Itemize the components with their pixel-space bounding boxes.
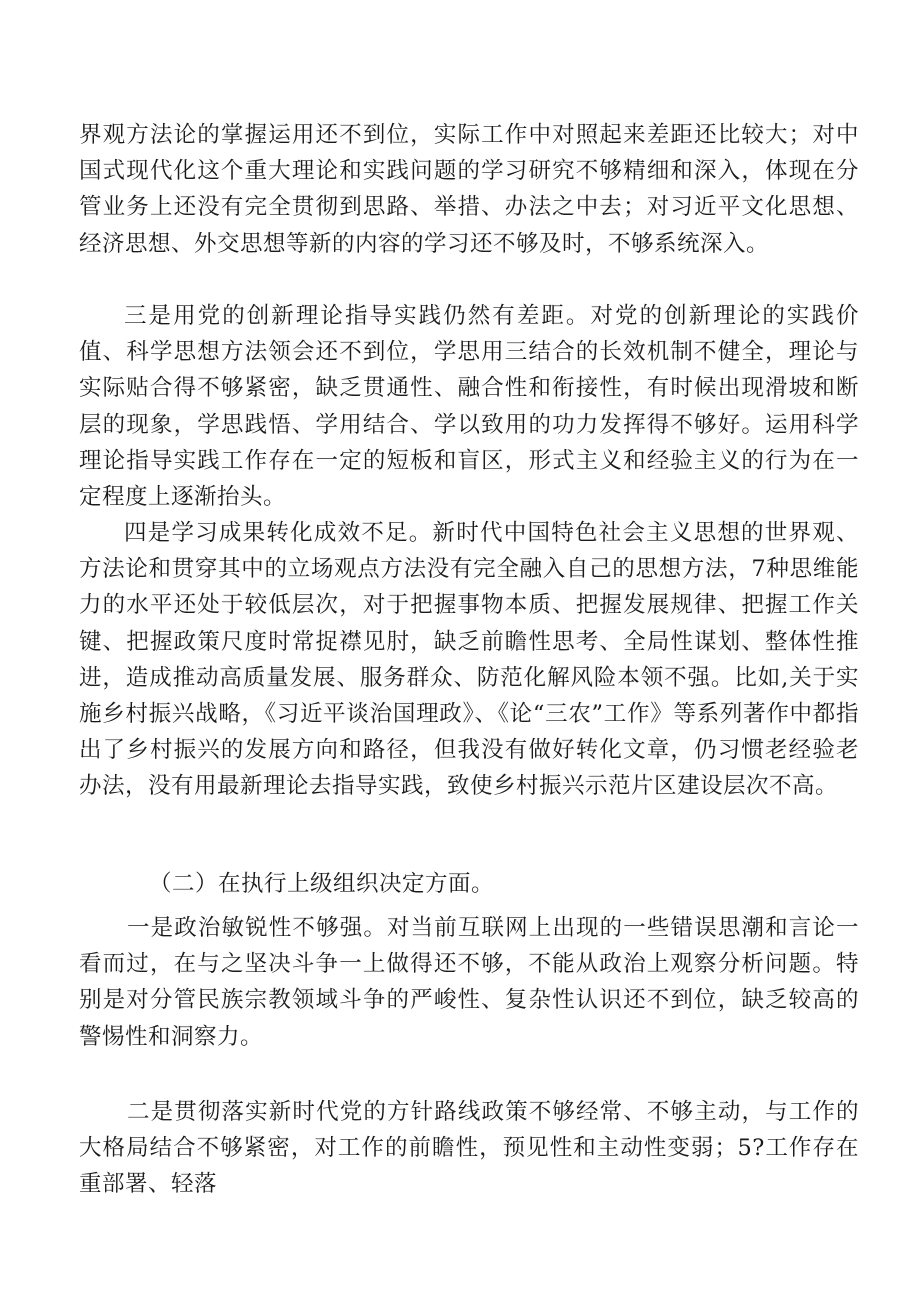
section-heading: （二）在执行上级组织决定方面。: [149, 871, 495, 897]
paragraph-point-three: 三是用党的创新理论指导实践仍然有差距。对党的创新理论的实践价值、科学思想方法领会还不到位，学思用三结合的长效机制不健全，理论与实际贴合得不够紧密，缺乏贯通性、融合性和衔接性，有时候出现滑坡和断层的现象，学思践悟、学用结合、学以致用的功力发挥得不够好。运用科学理论指导实践工作存在一定的短板和盲区，形式主义和经验主义的行为在一定程度上逐渐抬头。: [79, 303, 859, 511]
paragraph-political-sensitivity: 一是政治敏锐性不够强。对当前互联网上出现的一些错误思潮和言论一看而过，在与之坚决斗争一上做得还不够，不能从政治上观察分析问题。特别是对分管民族宗教领域斗争的严峻性、复杂性认识还不到位，缺乏较高的警惕性和洞察力。: [79, 915, 859, 1050]
paragraph-continuation: 界观方法论的掌握运用还不到位，实际工作中对照起来差距还比较大；对中国式现代化这个重大理论和实践问题的学习研究不够精细和深入，体现在分管业务上还没有完全贯彻到思路、举措、办法之中去；对习近平文化思想、经济思想、外交思想等新的内容的学习还不够及时，不够系统深入。: [79, 122, 859, 257]
paragraph-implementation: 二是贯彻落实新时代党的方针路线政策不够经常、不够主动，与工作的大格局结合不够紧密，对工作的前瞻性，预见性和主动性变弱；5?工作存在重部署、轻落: [79, 1099, 859, 1198]
paragraph-point-four: 四是学习成果转化成效不足。新时代中国特色社会主义思想的世界观、方法论和贯穿其中的立场观点方法没有完全融入自己的思想方法，7种思维能力的水平还处于较低层次，对于把握事物本质、把握发展规律、把握工作关键、把握政策尺度时常捉襟见肘，缺乏前瞻性思考、全局性谋划、整体性推进，造成推动高质量发展、服务群众、防范化解风险本领不强。比如,关于实施乡村振兴战略，《习近平谈治国理政》、《论“三农”工作》等系列著作中都指出了乡村振兴的发展方向和路径，但我没有做好转化文章，仍习惯老经验老办法，没有用最新理论去指导实践，致使乡村振兴示范片区建设层次不高。: [79, 520, 859, 800]
